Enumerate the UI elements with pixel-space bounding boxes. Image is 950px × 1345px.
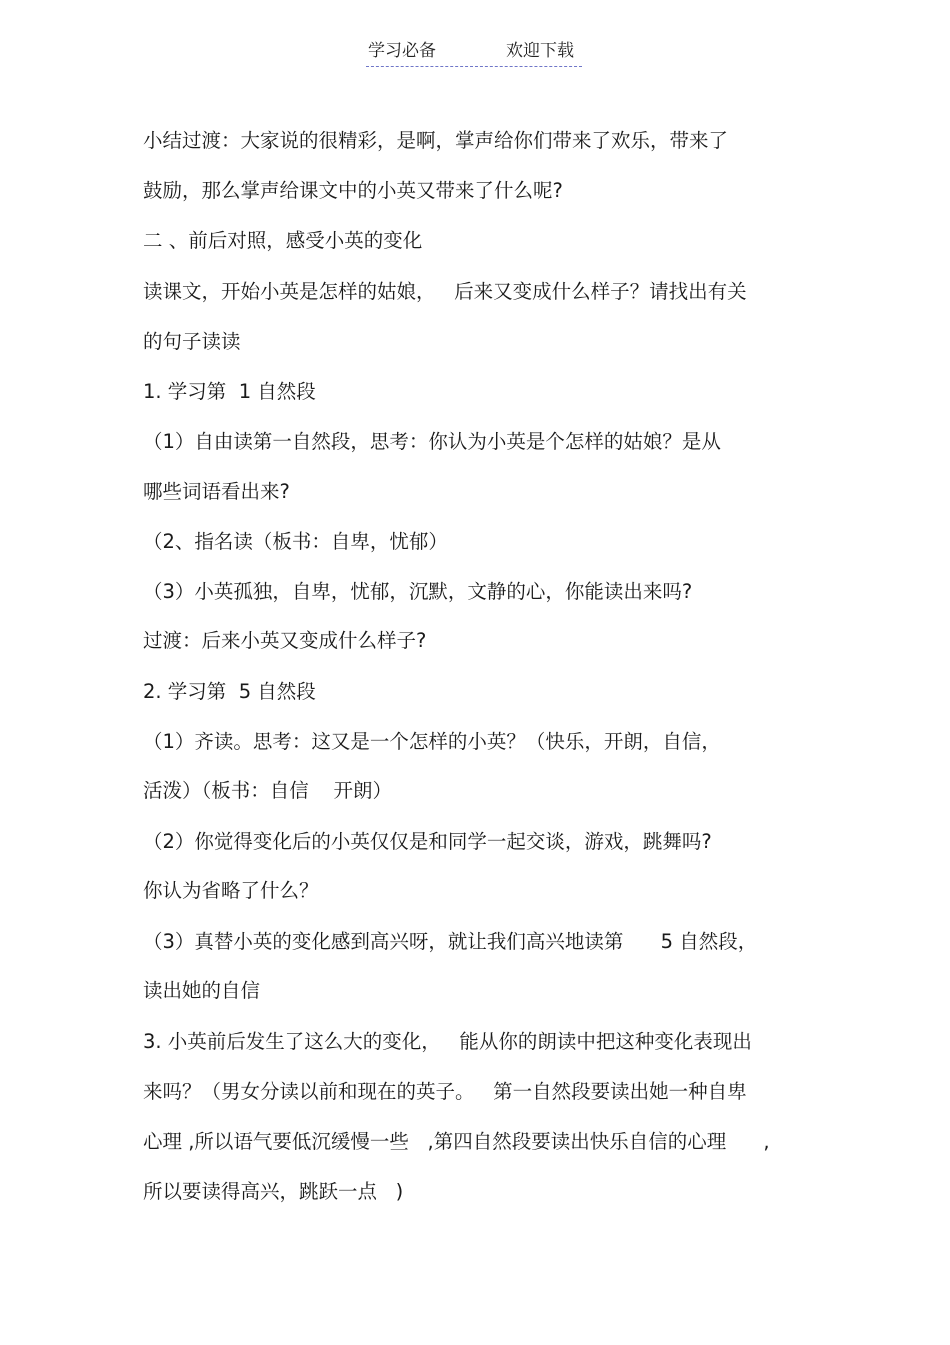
header-left-text: 学习必备 [368, 41, 436, 61]
paragraph-line: 你认为省略了什么？ [143, 879, 319, 902]
header-right-text: 欢迎下载 [506, 41, 574, 61]
subsection-heading: 3. 小英前后发生了这么大的变化， 能从你的朗读中把这种变化表现出 [143, 1030, 752, 1053]
paragraph-line: 心理 ,所以语气要低沉缓慢一些 ,第四自然段要读出快乐自信的心理 , [143, 1130, 770, 1153]
subsection-heading: 2. 学习第 5 自然段 [143, 680, 316, 703]
paragraph-line: 来吗？（男女分读以前和现在的英子。 第一自然段要读出她一种自卑 [143, 1080, 747, 1103]
paragraph-line: （3）小英孤独，自卑，忧郁，沉默，文静的心，你能读出来吗? [143, 580, 693, 603]
paragraph-line: （2、指名读（板书：自卑，忧郁） [143, 530, 448, 553]
paragraph-line: 小结过渡：大家说的很精彩，是啊，掌声给你们带来了欢乐，带来了 [143, 129, 729, 152]
paragraph-line: 鼓励，那么掌声给课文中的小英又带来了什么呢? [143, 179, 563, 202]
paragraph-line: 过渡：后来小英又变成什么样子? [143, 629, 427, 652]
paragraph-line: 读出她的自信 [143, 979, 261, 1002]
subsection-heading: 1. 学习第 1 自然段 [143, 380, 316, 403]
paragraph-line: 哪些词语看出来? [143, 480, 290, 503]
paragraph-line: （3）真替小英的变化感到高兴呀，就让我们高兴地读第 5 自然段， [143, 930, 758, 953]
paragraph-line: 活泼）（板书：自信 开朗） [143, 779, 393, 802]
paragraph-line: （2）你觉得变化后的小英仅仅是和同学一起交谈，游戏，跳舞吗? [143, 830, 712, 853]
paragraph-line: 的句子读读 [143, 330, 241, 353]
paragraph-line: （1）齐读。思考：这又是一个怎样的小英？（快乐，开朗，自信， [143, 730, 721, 753]
paragraph-line: （1）自由读第一自然段，思考：你认为小英是个怎样的姑娘？是从 [143, 430, 721, 453]
section-heading: 二 、前后对照，感受小英的变化 [143, 229, 423, 252]
paragraph-line: 读课文，开始小英是怎样的姑娘， 后来又变成什么样子？请找出有关 [143, 280, 747, 303]
paragraph-line: 所以要读得高兴，跳跃一点 ) [143, 1180, 404, 1203]
